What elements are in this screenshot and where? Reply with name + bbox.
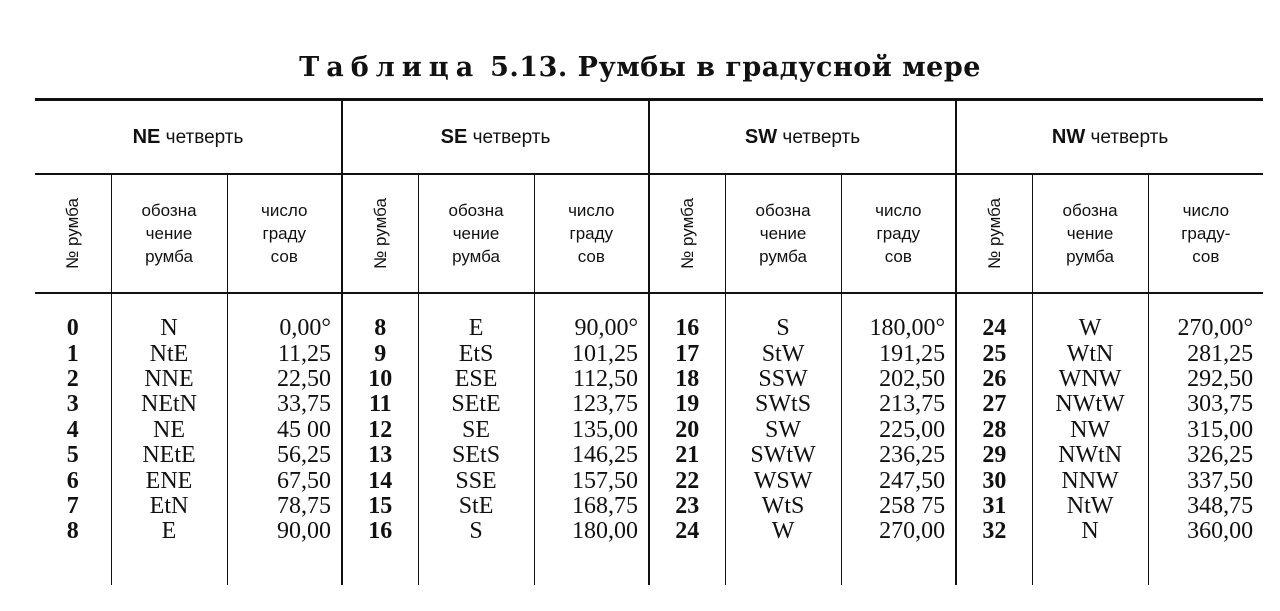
rumb-degrees: 225,00 bbox=[841, 418, 956, 443]
header-line: граду bbox=[262, 224, 307, 243]
header-line: обозна bbox=[141, 201, 197, 220]
table-row bbox=[35, 392, 1263, 417]
rumb-degrees: 360,00 bbox=[1187, 518, 1254, 545]
header-line: число bbox=[568, 201, 615, 220]
rumb-number: 8 bbox=[35, 519, 111, 544]
table-body bbox=[35, 293, 1263, 585]
col-header-number bbox=[956, 174, 1032, 293]
quarter-header-nw bbox=[956, 100, 1263, 175]
rumb-degrees: 213,75 bbox=[841, 392, 956, 417]
col-header-designation bbox=[725, 174, 841, 293]
rumb-designation: N bbox=[1032, 519, 1148, 544]
rumb-designation: SE bbox=[418, 418, 534, 443]
col-header-number-label: № румба bbox=[370, 198, 390, 269]
header-line: граду bbox=[876, 224, 921, 243]
rumb-number: 0 bbox=[35, 316, 111, 341]
rumb-designation: NEtE bbox=[111, 443, 227, 468]
header-line: чение bbox=[759, 224, 807, 243]
rumb-designation: S bbox=[725, 316, 841, 341]
rumb-number: 31 bbox=[956, 494, 1032, 519]
rumb-designation: S bbox=[418, 519, 534, 544]
rumb-degrees: 247,50 bbox=[841, 468, 956, 493]
header-line: граду- bbox=[1181, 224, 1231, 243]
title-label: Таблица bbox=[299, 52, 481, 83]
col-header-degrees bbox=[227, 174, 342, 293]
header-line: чение bbox=[145, 224, 193, 243]
rumb-degrees: 101,25 bbox=[534, 341, 649, 366]
rumb-designation: W bbox=[725, 519, 841, 544]
rumb-designation: WNW bbox=[1032, 367, 1148, 392]
rumb-degrees: 270,00° bbox=[1177, 315, 1254, 342]
header-line: обозна bbox=[448, 201, 504, 220]
table-row bbox=[35, 494, 1263, 519]
table-row bbox=[35, 519, 1263, 544]
rumb-number: 24 bbox=[956, 316, 1032, 341]
header-line: румба bbox=[452, 247, 500, 266]
table-row bbox=[35, 367, 1263, 392]
col-header-designation bbox=[1032, 174, 1148, 293]
rumb-designation: StW bbox=[725, 341, 841, 366]
rumb-degrees: 337,50 bbox=[1187, 467, 1254, 494]
header-line: сов bbox=[1192, 247, 1220, 266]
rumb-degrees: 168,75 bbox=[534, 494, 649, 519]
rumb-designation: WSW bbox=[725, 468, 841, 493]
header-line: число bbox=[875, 201, 922, 220]
rumb-number: 6 bbox=[35, 468, 111, 493]
quarter-code: SE bbox=[440, 125, 468, 148]
table-row bbox=[35, 316, 1263, 341]
header-line: число bbox=[261, 201, 308, 220]
table-row bbox=[35, 418, 1263, 443]
rumb-number: 11 bbox=[342, 392, 418, 417]
rumb-number: 23 bbox=[649, 494, 725, 519]
rumb-number: 20 bbox=[649, 418, 725, 443]
col-header-degrees bbox=[534, 174, 649, 293]
header-line: румба bbox=[1066, 247, 1114, 266]
rumb-number: 18 bbox=[649, 367, 725, 392]
rumb-designation: E bbox=[111, 519, 227, 544]
header-line: обозна bbox=[755, 201, 811, 220]
rumb-degrees: 281,25 bbox=[1187, 340, 1254, 367]
rumb-degrees: 56,25 bbox=[227, 443, 342, 468]
rumb-degrees: 146,25 bbox=[534, 443, 649, 468]
rumb-number: 24 bbox=[649, 519, 725, 544]
rumb-designation: NEtN bbox=[111, 392, 227, 417]
rumb-table bbox=[35, 98, 1263, 585]
rumb-designation: SWtW bbox=[725, 443, 841, 468]
rumb-number: 14 bbox=[342, 468, 418, 493]
rumb-degrees: 45 00 bbox=[227, 418, 342, 443]
rumb-designation: W bbox=[1032, 316, 1148, 341]
rumb-designation: NE bbox=[111, 418, 227, 443]
rumb-degrees: 258 75 bbox=[841, 494, 956, 519]
quarter-suffix: четверть bbox=[782, 126, 861, 148]
rumb-designation: NNE bbox=[111, 367, 227, 392]
header-line: число bbox=[1182, 201, 1230, 220]
rumb-number: 21 bbox=[649, 443, 725, 468]
rumb-number: 32 bbox=[956, 519, 1032, 544]
spacer-row bbox=[35, 293, 1263, 316]
rumb-number: 9 bbox=[342, 341, 418, 366]
rumb-number: 30 bbox=[956, 468, 1032, 493]
rumb-designation: NtW bbox=[1032, 494, 1148, 519]
rumb-degrees: 90,00° bbox=[534, 316, 649, 341]
rumb-degrees: 348,75 bbox=[1187, 492, 1254, 519]
rumb-number: 27 bbox=[956, 392, 1032, 417]
rumb-designation: NWtN bbox=[1032, 443, 1148, 468]
rumb-designation: SSW bbox=[725, 367, 841, 392]
rumb-degrees: 11,25 bbox=[227, 341, 342, 366]
rumb-number: 22 bbox=[649, 468, 725, 493]
rumb-number: 10 bbox=[342, 367, 418, 392]
quarter-suffix: четверть bbox=[1090, 126, 1169, 148]
quarter-code: NW bbox=[1051, 125, 1086, 148]
spacer-row bbox=[35, 545, 1263, 585]
rumb-degrees: 236,25 bbox=[841, 443, 956, 468]
quarter-header-sw bbox=[649, 100, 956, 175]
rumb-designation: N bbox=[111, 316, 227, 341]
rumb-degrees: 22,50 bbox=[227, 367, 342, 392]
rumb-number: 28 bbox=[956, 418, 1032, 443]
rumb-number: 17 bbox=[649, 341, 725, 366]
rumb-designation: NW bbox=[1032, 418, 1148, 443]
header-line: чение bbox=[1066, 224, 1114, 243]
rumb-degrees: 292,50 bbox=[1187, 365, 1254, 392]
quarter-header-se bbox=[342, 100, 649, 175]
rumb-number: 29 bbox=[956, 443, 1032, 468]
rumb-degrees: 202,50 bbox=[841, 367, 956, 392]
rumb-designation: WtN bbox=[1032, 341, 1148, 366]
rumb-designation: SEtE bbox=[418, 392, 534, 417]
rumb-degrees: 67,50 bbox=[227, 468, 342, 493]
header-line: сов bbox=[270, 247, 298, 266]
header-line: граду bbox=[569, 224, 614, 243]
rumb-number: 16 bbox=[342, 519, 418, 544]
rumb-designation: EtS bbox=[418, 341, 534, 366]
rumb-number: 26 bbox=[956, 367, 1032, 392]
col-header-number-label: № румба bbox=[63, 198, 83, 269]
rumb-degrees: 33,75 bbox=[227, 392, 342, 417]
rumb-number: 3 bbox=[35, 392, 111, 417]
rumb-degrees: 315,00 bbox=[1187, 416, 1254, 443]
table-row bbox=[35, 468, 1263, 493]
col-header-designation bbox=[418, 174, 534, 293]
rumb-designation: SWtS bbox=[725, 392, 841, 417]
rumb-degrees: 0,00° bbox=[227, 316, 342, 341]
header-line: румба bbox=[759, 247, 807, 266]
rumb-number: 4 bbox=[35, 418, 111, 443]
col-header-designation bbox=[111, 174, 227, 293]
quarter-suffix: четверть bbox=[472, 126, 551, 148]
rumb-designation: StE bbox=[418, 494, 534, 519]
rumb-number: 7 bbox=[35, 494, 111, 519]
rumb-number: 1 bbox=[35, 341, 111, 366]
header-line: сов bbox=[577, 247, 605, 266]
rumb-number: 16 bbox=[649, 316, 725, 341]
rumb-number: 19 bbox=[649, 392, 725, 417]
header-line: чение bbox=[452, 224, 500, 243]
rumb-designation: EtN bbox=[111, 494, 227, 519]
col-header-number-label: № румба bbox=[984, 198, 1004, 269]
rumb-designation: NWtW bbox=[1032, 392, 1148, 417]
col-header-number bbox=[649, 174, 725, 293]
rumb-number: 13 bbox=[342, 443, 418, 468]
rumb-number: 15 bbox=[342, 494, 418, 519]
rumb-designation: ESE bbox=[418, 367, 534, 392]
quarter-header-row bbox=[35, 100, 1263, 175]
rumb-degrees: 303,75 bbox=[1187, 391, 1254, 418]
quarter-code: SW bbox=[744, 125, 778, 148]
rumb-designation: ENE bbox=[111, 468, 227, 493]
rumb-degrees: 270,00 bbox=[841, 519, 956, 544]
rumb-degrees: 191,25 bbox=[841, 341, 956, 366]
rumb-degrees: 112,50 bbox=[534, 367, 649, 392]
quarter-header-ne bbox=[35, 100, 342, 175]
rumb-designation: E bbox=[418, 316, 534, 341]
title-text: 5.13. Румбы в градусной мере bbox=[480, 52, 981, 83]
col-header-number bbox=[342, 174, 418, 293]
rumb-number: 5 bbox=[35, 443, 111, 468]
quarter-suffix: четверть bbox=[165, 126, 244, 148]
rumb-number: 12 bbox=[342, 418, 418, 443]
rumb-designation: SW bbox=[725, 418, 841, 443]
rumb-designation: SSE bbox=[418, 468, 534, 493]
col-header-degrees bbox=[841, 174, 956, 293]
rumb-designation: WtS bbox=[725, 494, 841, 519]
rumb-degrees: 157,50 bbox=[534, 468, 649, 493]
quarter-code: NE bbox=[132, 125, 161, 148]
rumb-degrees: 123,75 bbox=[534, 392, 649, 417]
rumb-number: 25 bbox=[956, 341, 1032, 366]
rumb-degrees: 135,00 bbox=[534, 418, 649, 443]
page-title bbox=[0, 52, 1280, 83]
table-row bbox=[35, 341, 1263, 366]
header-line: обозна bbox=[1062, 201, 1118, 220]
rumb-number: 8 bbox=[342, 316, 418, 341]
rumb-designation: NNW bbox=[1032, 468, 1148, 493]
rumb-designation: SEtS bbox=[418, 443, 534, 468]
rumb-degrees: 78,75 bbox=[227, 494, 342, 519]
header-line: румба bbox=[145, 247, 193, 266]
rumb-number: 2 bbox=[35, 367, 111, 392]
column-header-row bbox=[35, 174, 1263, 293]
rumb-designation: NtE bbox=[111, 341, 227, 366]
table-row bbox=[35, 443, 1263, 468]
col-header-number-label: № румба bbox=[677, 198, 697, 269]
rumb-degrees: 326,25 bbox=[1187, 442, 1254, 469]
col-header-number bbox=[35, 174, 111, 293]
header-line: сов bbox=[884, 247, 912, 266]
rumb-degrees: 90,00 bbox=[227, 519, 342, 544]
rumb-degrees: 180,00° bbox=[841, 316, 956, 341]
rumb-degrees: 180,00 bbox=[534, 519, 649, 544]
col-header-degrees bbox=[1148, 174, 1263, 293]
